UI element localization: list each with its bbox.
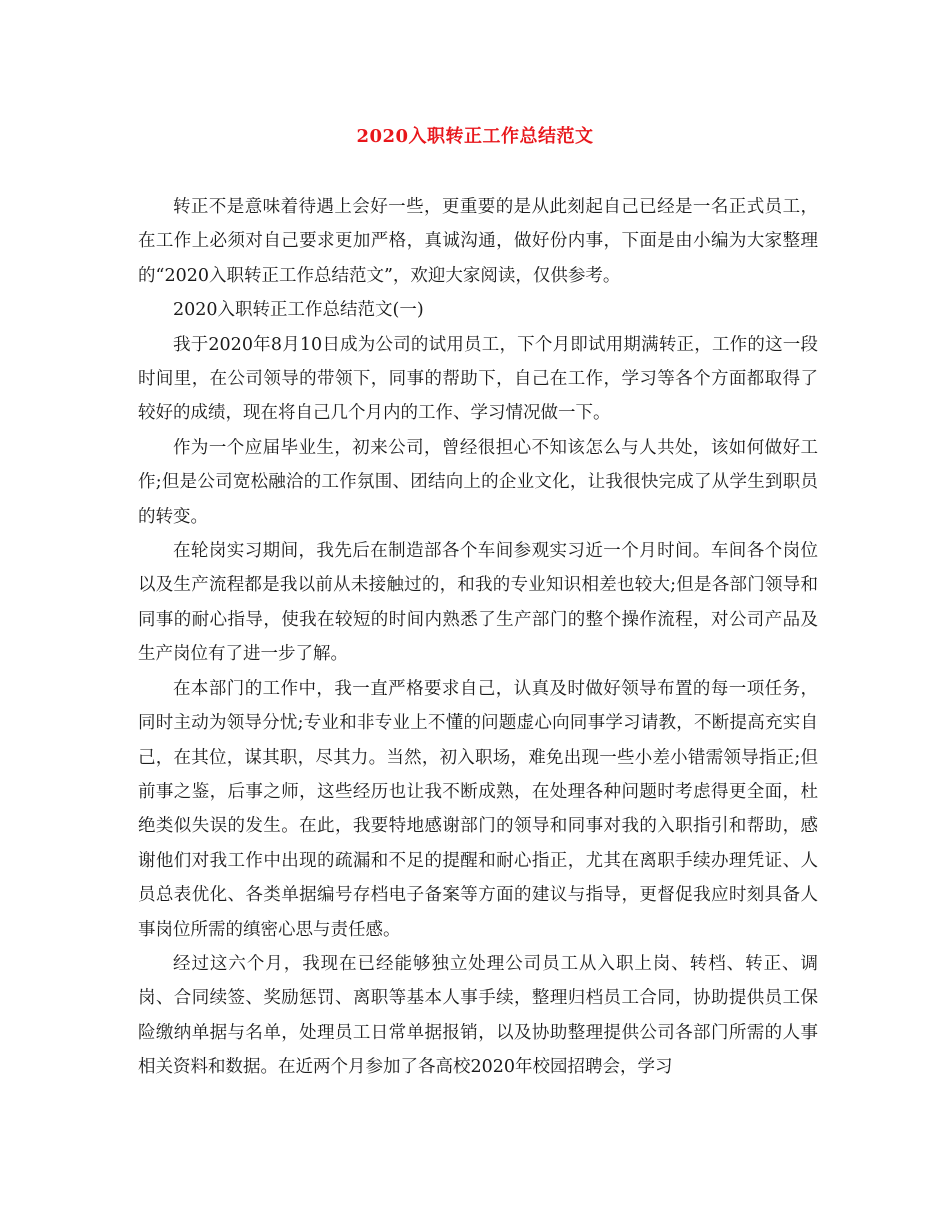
- paragraph-intro: 转正不是意味着待遇上会好一些，更重要的是从此刻起自己已经是一名正式员工，在工作上必须对自己要求更加严格，真诚沟通，做好份内事，下面是由小编为大家整理的“2020入职转正工作总结范文”，欢迎大家阅读，仅供参考。: [138, 197, 818, 286]
- section-heading: 2020入职转正工作总结范文(一): [173, 300, 424, 321]
- paragraph: 在轮岗实习期间，我先后在制造部各个车间参观实习近一个月时间。车间各个岗位以及生产流程都是我以前从未接触过的，和我的专业知识相差也较大;但是各部门领导和同事的耐心指导，使我在较短的时间内熟悉了生产部门的整个操作流程，对公司产品及生产岗位有了进一步了解。: [138, 541, 818, 665]
- document-title: 2020入职转正工作总结范文: [356, 126, 594, 147]
- paragraph: 作为一个应届毕业生，初来公司，曾经很担心不知该怎么与人共处，该如何做好工作;但是公司宽松融洽的工作氛围、团结向上的企业文化，让我很快完成了从学生到职员的转变。: [138, 437, 818, 527]
- paragraph: 经过这六个月，我现在已经能够独立处理公司员工从入职上岗、转档、转正、调岗、合同续签、奖励惩罚、离职等基本人事手续，整理归档员工合同，协助提供员工保险缴纳单据与名单，处理员工日常单据报销，以及协助整理提供公司各部门所需的人事相关资料和数据。在近两个月参加了各高校2020年校园招聘会，学习: [138, 953, 818, 1078]
- document-body: [138, 190, 818, 1085]
- paragraph: 在本部门的工作中，我一直严格要求自己，认真及时做好领导布置的每一项任务，同时主动为领导分忧;专业和非专业上不懂的问题虚心向同事学习请教，不断提高充实自己，在其位，谋其职，尽其力。当然，初入职场，难免出现一些小差小错需领导指正;但前事之鉴，后事之师，这些经历也让我不断成熟，在处理各种问题时考虑得更全面，杜绝类似失误的发生。在此，我要特地感谢部门的领导和同事对我的入职指引和帮助，感谢他们对我工作中出现的疏漏和不足的提醒和耐心指正，尤其在离职手续办理凭证、人员总表优化、各类单据编号存档电子备案等方面的建议与指导，更督促我应时刻具备人事岗位所需的缜密心思与责任感。: [138, 678, 818, 940]
- paragraph: 我于2020年8月10日成为公司的试用员工，下个月即试用期满转正，工作的这一段时间里，在公司领导的带领下，同事的帮助下，自己在工作，学习等各个方面都取得了较好的成绩，现在将自己几个月内的工作、学习情况做一下。: [138, 334, 818, 424]
